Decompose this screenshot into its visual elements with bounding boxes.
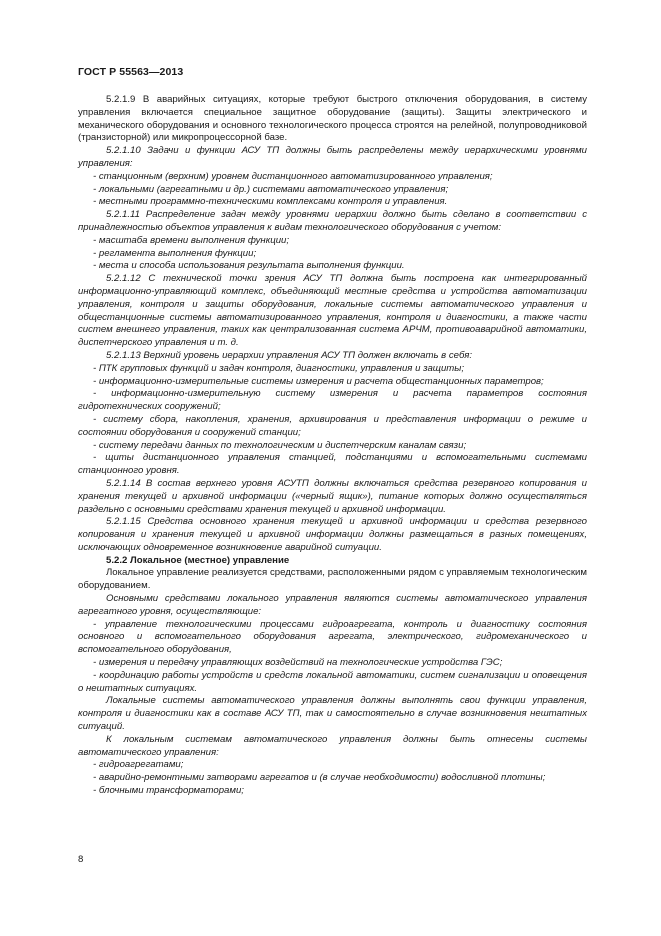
document-body xyxy=(78,94,587,798)
paragraph: Локальные системы автоматического управления должны выполнять свои функции управления, контроля и диагностики как в составе АСУ ТП, так и самостоятельно в случае возникновения нештатных ситуаций. xyxy=(78,695,587,733)
list-item: - гидроагрегатами; xyxy=(93,759,184,771)
list-item: - информационно-измерительную систему измерения и расчета параметров состояния гидротехнических сооружений; xyxy=(78,388,587,413)
list-item: - щиты дистанционного управления станцией, подстанциями и вспомогательными системами станционного уровня. xyxy=(78,452,587,477)
list-item: - управление технологическими процессами гидроагрегата, контроль и диагностику состояния основного и вспомогательного оборудования агрегата, электрического, гидромеханического и вспомогательного оборудования, xyxy=(78,618,587,656)
document-header: ГОСТ Р 55563—2013 xyxy=(78,66,184,78)
list-item: - местными программно-техническими комплексами контроля и управления. xyxy=(93,196,448,208)
list-item: - информационно-измерительные системы измерения и расчета общестанционных параметров; xyxy=(93,375,544,387)
paragraph: 5.2.1.10 Задачи и функции АСУ ТП должны быть распределены между иерархическими уровнями управления: xyxy=(78,145,587,169)
list-item: - систему сбора, накопления, хранения, архивирования и представления информации о режиме и состоянии оборудования и сооружений станции; xyxy=(78,413,587,438)
list-item: - регламента выполнения функции; xyxy=(93,247,257,259)
paragraph: 5.2.1.11 Распределение задач между уровнями иерархии должно быть сделано в соответствии с принадлежностью объектов управления к видам технологического оборудования с учетом: xyxy=(78,209,587,233)
list-item: - аварийно-ремонтными затворами агрегатов и (в случае необходимости) водосливной плотины; xyxy=(93,772,546,784)
list-item: - измерения и передачу управляющих воздействий на технологические устройства ГЭС; xyxy=(93,657,503,669)
list-item: - координацию работы устройств и средств локальной автоматики, систем сигнализации и оповещения о нештатных ситуациях. xyxy=(78,669,587,694)
list-item: - масштаба времени выполнения функции; xyxy=(93,234,290,246)
list-item: - станционным (верхним) уровнем дистанционного автоматизированного управления; xyxy=(93,170,493,182)
paragraph: 5.2.1.15 Средства основного хранения текущей и архивной информации и средства резервного копирования и хранения текущей и архивной информации должны размещаться в разных помещениях, исключающих одновременное возникновение аварийной ситуации. xyxy=(78,516,587,553)
paragraph: К локальным системам автоматического управления должны быть отнесены системы автоматического управления: xyxy=(78,733,587,758)
section-heading: 5.2.2 Локальное (местное) управление xyxy=(106,554,290,566)
paragraph: 5.2.1.12 С технической точки зрения АСУ ТП должна быть построена как интегрированный информационно-управляющий комплекс, объединяющий местные средства и устройства автоматизации управления, контроля и защиты оборудования, локальные системы автоматического управления и общестанционные системы автоматизированного управления, контроля и диагностики, а также части систем внешнего управления, таких как централизованная система АРЧМ, противоаварийной автоматики, диспетчерского управления и т. д. xyxy=(78,273,587,349)
paragraph: Локальное управление реализуется средствами, расположенными рядом с управляемым технологическим оборудованием. xyxy=(78,567,587,592)
page-number: 8 xyxy=(78,854,84,865)
paragraph: 5.2.1.13 Верхний уровень иерархии управления АСУ ТП должен включать в себя: xyxy=(106,349,473,361)
paragraph: 5.2.1.9 В аварийных ситуациях, которые требуют быстрого отключения оборудования, в систему управления включается специальное защитное оборудование (защиты). Защиты электрического и механического оборудования и основного технологического процесса строятся на релейной, полупроводниковой (транзисторной) или микропроцессорной базе. xyxy=(78,94,587,144)
list-item: - места и способа использования результата выполнения функции. xyxy=(93,260,405,272)
paragraph: Основными средствами локального управления являются системы автоматического управления агрегатного уровня, осуществляющие: xyxy=(78,593,587,617)
list-item: - ПТК групповых функций и задач контроля, диагностики, управления и защиты; xyxy=(93,362,464,374)
list-item: - систему передачи данных по технологическим и диспетчерским каналам связи; xyxy=(93,439,467,451)
list-item: - локальными (агрегатными и др.) системами автоматического управления; xyxy=(93,183,449,195)
list-item: - блочными трансформаторами; xyxy=(93,785,244,797)
paragraph: 5.2.1.14 В состав верхнего уровня АСУТП должны включаться средства резервного копирования и хранения текущей и архивной информации («черный ящик»), питание которых должно осуществляться раздельно с основными средствами хранения текущей и архивной информации. xyxy=(78,477,587,515)
